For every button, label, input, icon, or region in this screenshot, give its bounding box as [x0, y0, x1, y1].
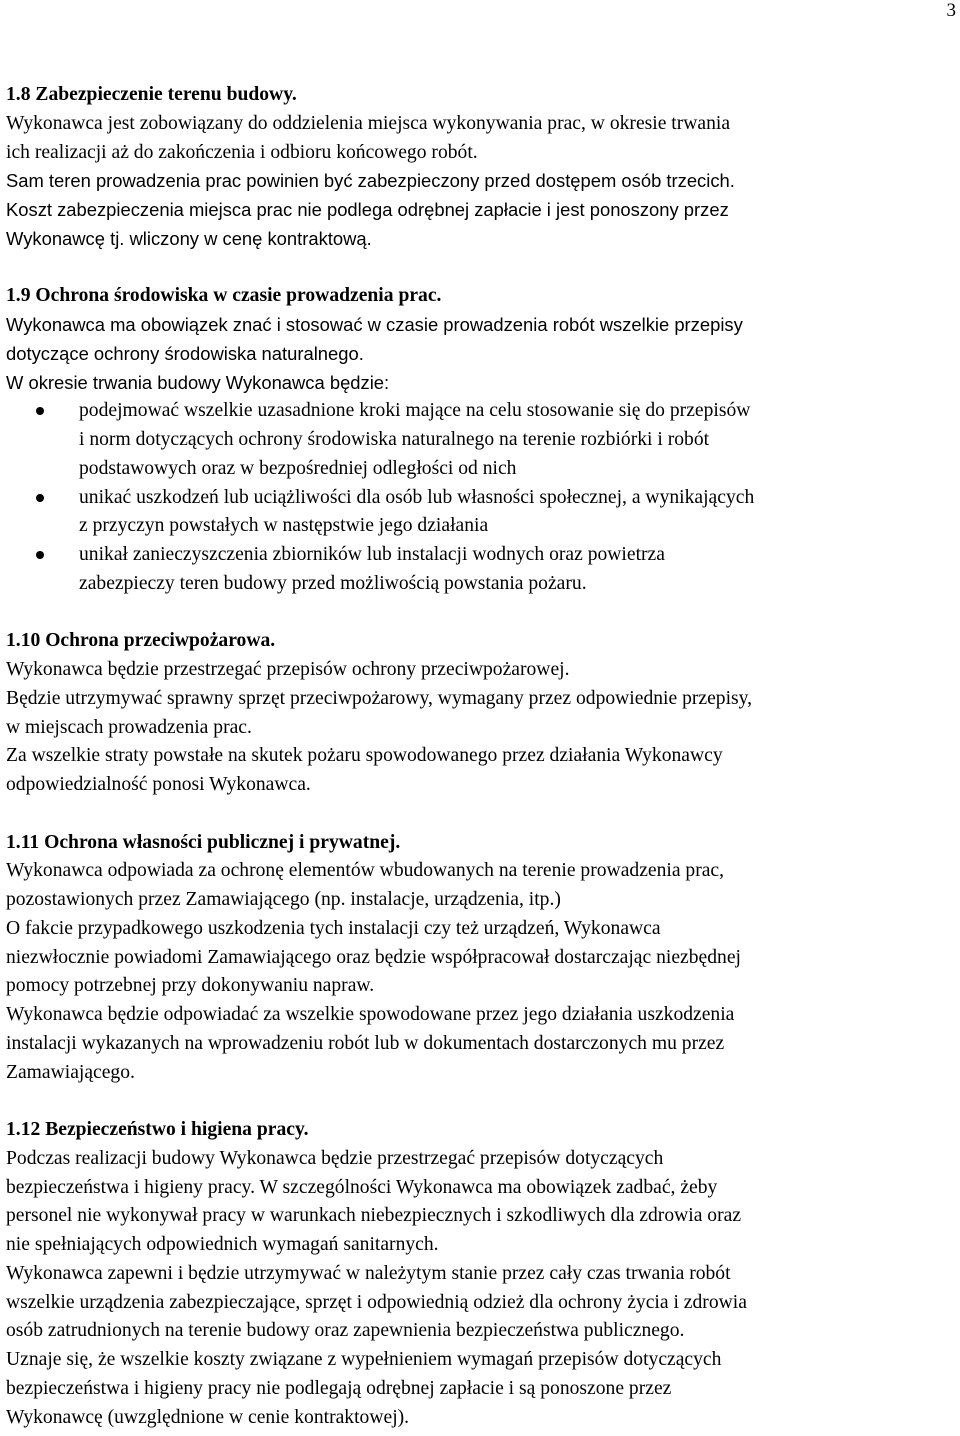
bullet-icon [36, 407, 44, 415]
paragraph-line: Wykonawcę tj. wliczony w cenę kontraktową. [6, 227, 372, 249]
paragraph-line: niezwłocznie powiadomi Zamawiającego oraz będzie współpracował dostarczając niezbędnej [6, 946, 741, 968]
list-item [6, 484, 954, 542]
paragraph-line: Za wszelkie straty powstałe na skutek pożaru spowodowanego przez działania Wykonawcy [6, 745, 723, 767]
paragraph-line: Będzie utrzymywać sprawny sprzęt przeciwpożarowy, wymagany przez odpowiednie przepisy, [6, 687, 753, 709]
paragraph-line: Sam teren prowadzenia prac powinien być zabezpieczony przed dostępem osób trzecich. [6, 170, 735, 192]
paragraph-line: bezpieczeństwa i higieny pracy nie podlegają odrębnej zapłacie i są ponoszone przez [6, 1377, 672, 1399]
list-item [6, 397, 954, 483]
paragraph-line: Wykonawca będzie przestrzegać przepisów ochrony przeciwpożarowej. [6, 659, 570, 680]
paragraph-line: Wykonawca jest zobowiązany do oddzielenia miejsca wykonywania prac, w okresie trwania [6, 112, 731, 134]
document-body [6, 81, 954, 1432]
section-heading-1-9: 1.9 Ochrona środowiska w czasie prowadzenia prac. [6, 285, 442, 307]
paragraph-line: Koszt zabezpieczenia miejsca prac nie podlega odrębnej zapłacie i jest ponoszony przez [6, 199, 729, 220]
paragraph-line: personel nie wykonywał pracy w warunkach niebezpiecznych i szkodliwych dla zdrowia oraz [6, 1205, 742, 1227]
paragraph-line: pomocy potrzebnej przy dokonywaniu napraw. [6, 975, 375, 997]
section-spacer [6, 800, 954, 829]
section-heading-1-11: 1.11 Ochrona własności publicznej i prywatnej. [6, 831, 401, 853]
list-item-line: unikać uszkodzeń lub uciążliwości dla osób lub własności społecznej, a wynikających [79, 486, 755, 508]
section-heading-1-12: 1.12 Bezpieczeństwo i higiena pracy. [6, 1119, 309, 1140]
list-item-line: unikał zanieczyszczenia zbiorników lub instalacji wodnych oraz powietrza [79, 544, 665, 565]
list-item-line: z przyczyn powstałych w następstwie jego działania [79, 515, 489, 537]
paragraph-line: nie spełniających odpowiednich wymagań sanitarnych. [6, 1234, 439, 1255]
paragraph-line: dotyczące ochrony środowiska naturalnego. [6, 342, 364, 364]
paragraph-line: Zamawiającego. [6, 1061, 135, 1083]
list-item [6, 541, 954, 599]
section-heading-1-8: 1.8 Zabezpieczenie terenu budowy. [6, 84, 297, 105]
list-item-line: podstawowych oraz w bezpośredniej odległości od nich [79, 457, 517, 479]
paragraph-line: odpowiedzialność ponosi Wykonawca. [6, 774, 311, 795]
paragraph-line: O fakcie przypadkowego uszkodzenia tych instalacji czy też urządzeń, Wykonawca [6, 917, 661, 939]
section-spacer [6, 254, 954, 283]
paragraph-line: ich realizacji aż do zakończenia i odbioru końcowego robót. [6, 141, 478, 163]
list-item-line: zabezpieczy teren budowy przed możliwością powstania pożaru. [79, 572, 587, 594]
paragraph-line: w miejscach prowadzenia prac. [6, 716, 252, 738]
paragraph-line: Uznaje się, że wszelkie koszty związane z wypełnieniem wymagań przepisów dotyczących [6, 1349, 722, 1370]
list-item-line: podejmować wszelkie uzasadnione kroki mające na celu stosowanie się do przepisów [79, 400, 751, 422]
paragraph-line: Wykonawcę (uwzględnione w cenie kontraktowej). [6, 1406, 410, 1428]
paragraph-line: Wykonawca ma obowiązek znać i stosować w czasie prowadzenia robót wszelkie przepisy [6, 314, 743, 335]
paragraph-line: W okresie trwania budowy Wykonawca będzie: [6, 371, 390, 393]
paragraph-line: instalacji wykazanych na wprowadzeniu robót lub w dokumentach dostarczonych mu przez [6, 1032, 725, 1054]
bullet-icon [36, 494, 44, 502]
section-spacer [6, 599, 954, 628]
bullet-list [6, 397, 954, 598]
paragraph-line: Podczas realizacji budowy Wykonawca będzie przestrzegać przepisów dotyczących [6, 1147, 664, 1169]
paragraph-line: bezpieczeństwa i higieny pracy. W szczególności Wykonawca ma obowiązek zadbać, żeby [6, 1176, 718, 1198]
list-item-line: i norm dotyczących ochrony środowiska naturalnego na terenie rozbiórki i robót [79, 429, 710, 450]
paragraph-line: Wykonawca będzie odpowiadać za wszelkie spowodowane przez jego działania uszkodzenia [6, 1004, 735, 1025]
section-spacer [6, 1087, 954, 1116]
section-heading-1-10: 1.10 Ochrona przeciwpożarowa. [6, 630, 276, 652]
paragraph-line: wszelkie urządzenia zabezpieczające, sprzęt i odpowiednią odzież dla ochrony życia i zdrowia [6, 1291, 747, 1313]
paragraph-line: osób zatrudnionych na terenie budowy oraz zapewnienia bezpieczeństwa publicznego. [6, 1320, 685, 1342]
paragraph-line: Wykonawca odpowiada za ochronę elementów wbudowanych na terenie prowadzenia prac, [6, 860, 725, 882]
paragraph-line: Wykonawca zapewni i będzie utrzymywać w należytym stanie przez cały czas trwania robót [6, 1262, 731, 1284]
bullet-icon [36, 551, 44, 559]
page-number: 3 [946, 0, 956, 21]
paragraph-line: pozostawionych przez Zamawiającego (np. instalacje, urządzenia, itp.) [6, 889, 561, 910]
